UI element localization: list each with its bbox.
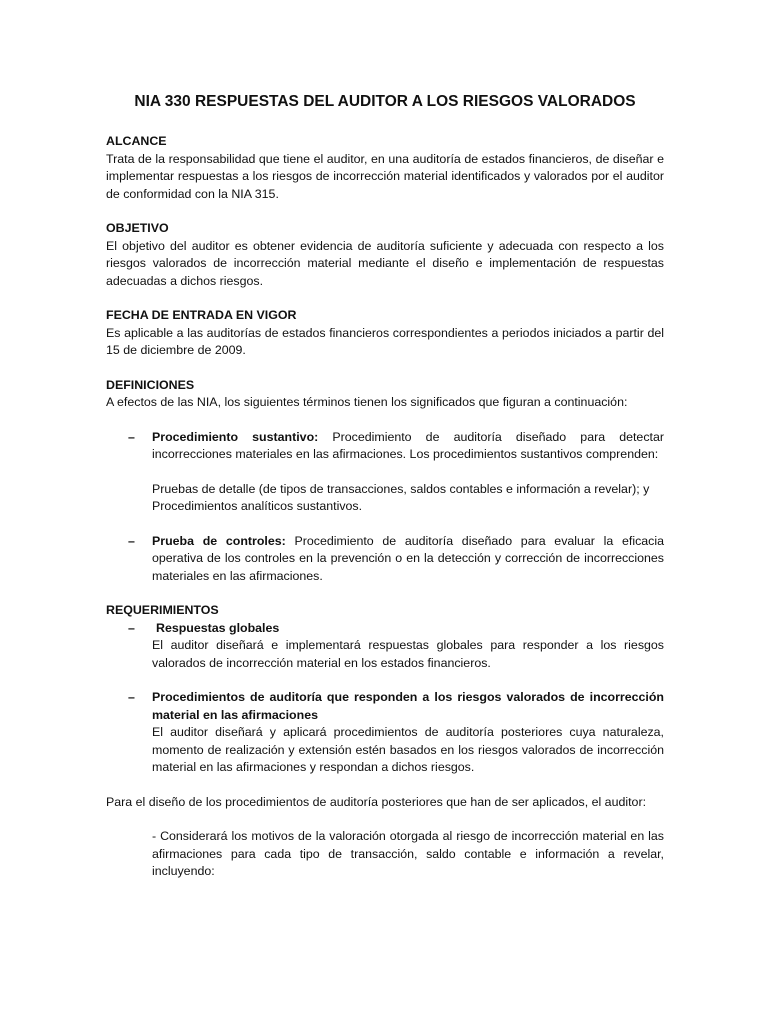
definition-term: Prueba de controles: <box>152 533 286 548</box>
dash-marker: – <box>128 429 135 444</box>
section-heading-definiciones: DEFINICIONES <box>106 377 195 392</box>
dash-marker: – <box>128 620 135 635</box>
section-heading-objetivo: OBJETIVO <box>106 221 169 235</box>
definition-text: Procedimiento de auditoría diseñado para detectar incorrecciones materiales en las afirmaciones. Los procedimientos sustantivos comprenden: <box>152 429 664 461</box>
considerara-text: - Considerará los motivos de la valoración otorgada al riesgo de incorrección material en las afirmaciones para cada tipo de transacción, saldo contable e información a revelar, incluyendo: <box>152 829 664 878</box>
document-title: NIA 330 RESPUESTAS DEL AUDITOR A LOS RIESGOS VALORADOS <box>134 93 636 110</box>
definition-term: Procedimiento sustantivo: <box>152 429 319 444</box>
alcance-text: Trata de la responsabilidad que tiene el auditor, en una auditoría de estados financieros, de diseñar e implementar respuestas a los riesgos de incorrección material identificados y valorados por el auditor de conformidad con la NIA 315. <box>106 151 664 201</box>
dash-marker: – <box>128 690 135 704</box>
section-objetivo <box>106 220 664 290</box>
definition-item <box>106 533 664 586</box>
definition-extra: Procedimientos analíticos sustantivos. <box>152 499 363 513</box>
section-heading-requerimientos: REQUERIMIENTOS <box>106 603 219 617</box>
requirement-subheading: Procedimientos de auditoría que responden a los riesgos valorados de incorrección material en las afirmaciones <box>152 690 664 722</box>
section-fecha <box>106 307 664 360</box>
requirement-item <box>106 689 664 777</box>
considerara-block <box>106 828 664 881</box>
objetivo-text: El objetivo del auditor es obtener evidencia de auditoría suficiente y adecuada con respecto a los riesgos valorados de incorrección material mediante el diseño e implementación de respuestas adecuadas a dichos riesgos. <box>106 238 664 288</box>
section-heading-fecha: FECHA DE ENTRADA EN VIGOR <box>106 308 297 322</box>
requirement-text: El auditor diseñará y aplicará procedimientos de auditoría posteriores cuya naturaleza, momento de realización y extensión estén basados en los riesgos valorados de incorrección material en las afirmaciones y respondan a dichos riesgos. <box>152 725 664 774</box>
section-definiciones <box>106 377 664 586</box>
definition-extra: Pruebas de detalle (de tipos de transacciones, saldos contables e información a revelar); y <box>152 481 650 496</box>
requirement-text: El auditor diseñará e implementará respuestas globales para responder a los riesgos valorados de incorrección material en los estados financieros. <box>152 638 664 670</box>
dash-marker: – <box>128 533 135 548</box>
definition-text: Procedimiento de auditoría diseñado para evaluar la eficacia operativa de los controles en la prevención o en la detección y corrección de incorrecciones materiales en las afirmaciones. <box>152 533 665 583</box>
fecha-text: Es aplicable a las auditorías de estados financieros correspondientes a periodos iniciados a partir del 15 de diciembre de 2009. <box>106 325 664 357</box>
section-requerimientos <box>106 602 664 881</box>
requirement-subheading: Respuestas globales <box>156 620 280 635</box>
definition-item <box>106 429 664 516</box>
para-diseno: Para el diseño de los procedimientos de auditoría posteriores que han de ser aplicados, el auditor: <box>106 794 647 809</box>
requirement-item <box>106 620 664 673</box>
section-alcance <box>106 133 664 203</box>
definiciones-intro: A efectos de las NIA, los siguientes términos tienen los significados que figuran a continuación: <box>106 395 628 409</box>
section-heading-alcance: ALCANCE <box>106 134 167 148</box>
